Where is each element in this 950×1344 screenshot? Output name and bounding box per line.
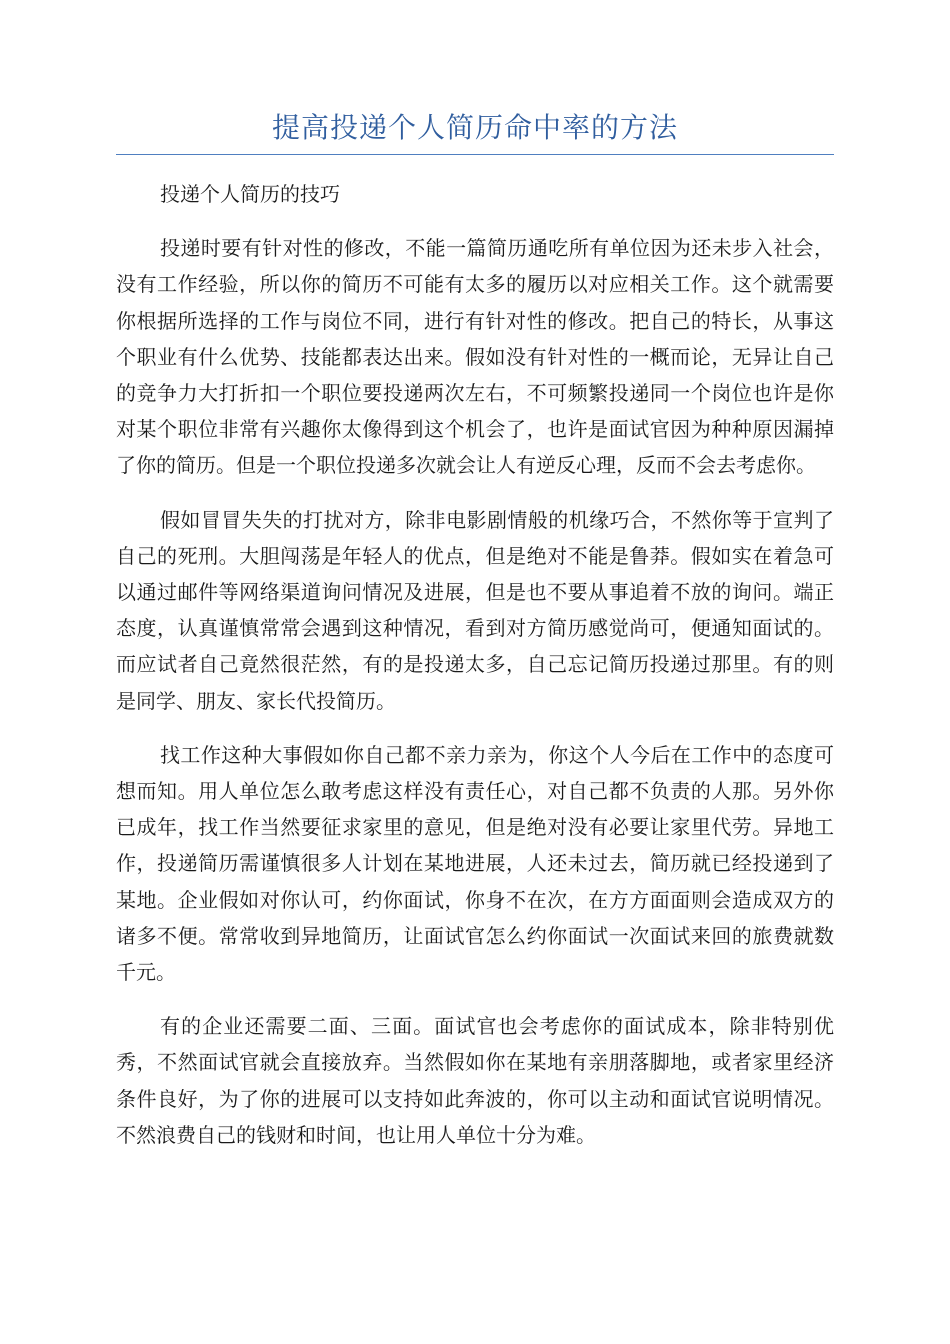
paragraph-4: 有的企业还需要二面、三面。面试官也会考虑你的面试成本，除非特别优秀，不然面试官就会直接放弃。当然假如你在某地有亲朋落脚地，或者家里经济条件良好，为了你的进展可以支持如此奔波的，你可以主动和面试官说明情况。不然浪费自己的钱财和时间，也让用人单位十分为难。 (116, 1014, 834, 1147)
document-body (116, 176, 834, 1171)
document-title: 提高投递个人简历命中率的方法 (271, 111, 678, 144)
paragraph-3: 找工作这种大事假如你自己都不亲力亲为，你这个人今后在工作中的态度可想而知。用人单位怎么敢考虑这样没有责任心，对自己都不负责的人那。另外你已成年，找工作当然要征求家里的意见，但是绝对没有必要让家里代劳。异地工作，投递简历需谨慎很多人计划在某地进展，人还未过去，简历就已经投递到了某地。企业假如对你认可，约你面试，你身不在次，在方方面面则会造成双方的诸多不便。常常收到异地简历，让面试官怎么约你面试一次面试来回的旅费就数千元。 (116, 742, 834, 985)
title-underline (116, 154, 834, 155)
section-heading: 投递个人简历的技巧 (160, 182, 340, 206)
paragraph-2: 假如冒冒失失的打扰对方，除非电影剧情般的机缘巧合，不然你等于宣判了自己的死刑。大胆闯荡是年轻人的优点，但是绝对不能是鲁莽。假如实在着急可以通过邮件等网络渠道询问情况及进展，但是也不要从事追着不放的询问。端正态度，认真谨慎常常会遇到这种情况，看到对方简历感觉尚可，便通知面试的。而应试者自己竟然很茫然，有的是投递太多，自己忘记简历投递过那里。有的则是同学、朋友、家长代投简历。 (116, 507, 834, 713)
paragraph-1: 投递时要有针对性的修改，不能一篇简历通吃所有单位因为还未步入社会，没有工作经验，所以你的简历不可能有太多的履历以对应相关工作。这个就需要你根据所选择的工作与岗位不同，进行有针对性的修改。把自己的特长，从事这个职业有什么优势、技能都表达出来。假如没有针对性的一概而论，无异让自己的竞争力大打折扣一个职位要投递两次左右，不可频繁投递同一个岗位也许是你对某个职位非常有兴趣你太像得到这个机会了，也许是面试官因为种种原因漏掉了你的简历。但是一个职位投递多次就会让人有逆反心理，反而不会去考虑你。 (116, 236, 834, 478)
